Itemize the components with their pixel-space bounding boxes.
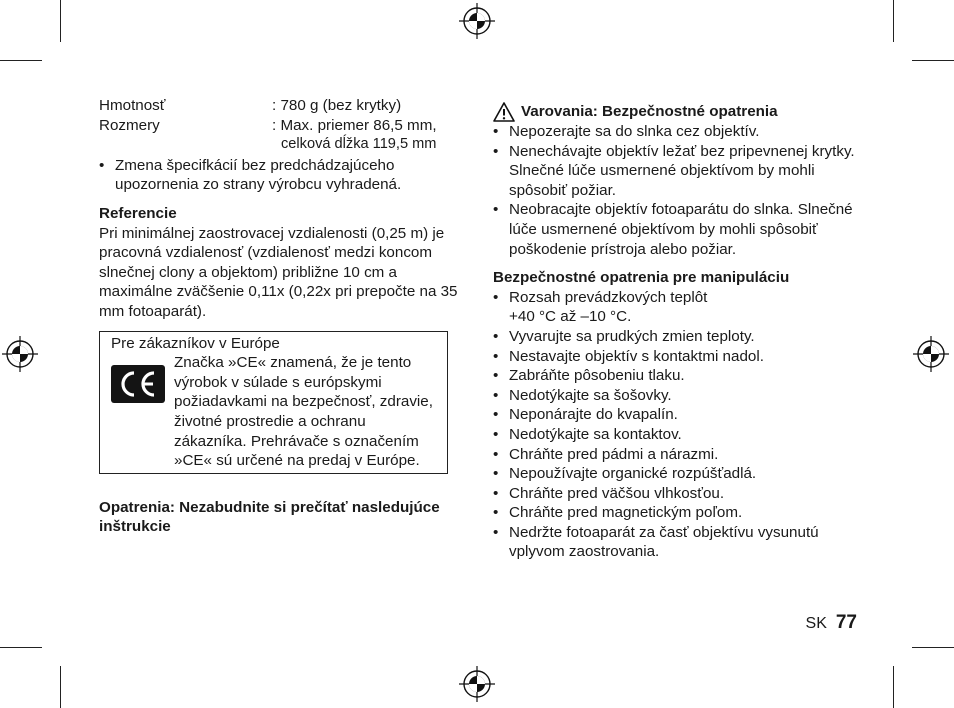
ce-mark-icon <box>111 365 165 403</box>
registration-mark-icon <box>459 3 495 39</box>
registration-mark-icon <box>2 336 38 372</box>
page-number-value: 77 <box>835 612 857 633</box>
left-column <box>99 96 464 537</box>
temperature-range: +40 °C až –10 °C. <box>509 308 632 326</box>
precautions-heading: Opatrenia: Nezabudnite si prečítať nasledujúce inštrukcie <box>99 498 440 536</box>
page-number <box>806 612 857 634</box>
references-title: Referencie <box>99 204 177 222</box>
spec-key: Hmotnosť <box>99 97 166 114</box>
list-item: • Neobracajte objektív fotoaparátu do slnka. Slnečné lúče usmernené objektívom by mohli spôsobiť poškodenie prístroja alebo požiar. <box>493 200 863 259</box>
list-item: • Zabráňte pôsobeniu tlaku. <box>493 366 863 386</box>
warnings-title-row <box>493 102 863 122</box>
list-item: • Nestavajte objektív s kontaktmi nadol. <box>493 347 863 367</box>
references-body: Pri minimálnej zaostrovacej vzdialenosti (0,25 m) je pracovná vzdialenosť (vzdialenosť medzi koncom slnečnej clony a objektom) približne 10 cm a maximálne zväčšenie 0,11x (0,22x pri prepočte na 35 mm fotoaparát). <box>99 224 458 320</box>
spec-row-dimensions <box>99 116 464 136</box>
registration-mark-icon <box>459 666 495 702</box>
handling-list <box>493 288 863 562</box>
spec-value-continued: celková dĺžka 119,5 mm <box>281 136 437 153</box>
spec-row-weight <box>99 96 464 116</box>
right-column <box>493 102 863 562</box>
list-item: • Chráňte pred väčšou vlhkosťou. <box>493 484 863 504</box>
ce-notice-heading: Pre zákazníkov v Európe <box>111 334 280 352</box>
crop-mark <box>893 0 894 42</box>
list-item: • Chráňte pred pádmi a nárazmi. <box>493 445 863 465</box>
crop-mark <box>0 60 42 61</box>
warnings-list <box>493 122 863 259</box>
list-item: • Nepozerajte sa do slnka cez objektív. <box>493 122 863 142</box>
ce-notice-box <box>99 331 448 474</box>
crop-mark <box>893 666 894 708</box>
crop-mark <box>60 666 61 708</box>
list-item: • Vyvarujte sa prudkých zmien teploty. <box>493 327 863 347</box>
spec-value: : 780 g (bez krytky) <box>272 97 402 114</box>
spec-note-list <box>99 156 464 195</box>
warning-triangle-icon <box>493 102 515 122</box>
language-code: SK <box>805 615 827 632</box>
ce-notice-text: Značka »CE« znamená, že je tento výrobok v súlade s európskymi požiadavkami na bezpečnosť, zdravie, životné prostredie a ochranu zákazníka. Prehrávače s označením »CE« sú určené na predaj v Európe. <box>174 354 433 470</box>
list-item: • Chráňte pred magnetickým poľom. <box>493 503 863 523</box>
ce-mark-glyph <box>117 369 159 399</box>
handling-title: Bezpečnostné opatrenia pre manipuláciu <box>493 269 790 287</box>
temperature-label: Rozsah prevádzkových teplôt <box>509 288 708 306</box>
list-item: • Nedržte fotoaparát za časť objektívu vysunutú vplyvom zaostrovania. <box>493 523 863 562</box>
spec-note: • Zmena špecifkácií bez predchádzajúceho upozornenia zo strany výrobcu vyhradená. <box>99 156 464 195</box>
crop-mark <box>912 60 954 61</box>
list-item: • Neponárajte do kvapalín. <box>493 405 863 425</box>
crop-mark <box>0 647 42 648</box>
registration-mark-icon <box>913 336 949 372</box>
crop-mark <box>60 0 61 42</box>
list-item: • Nenechávajte objektív ležať bez pripevnenej krytky. Slnečné lúče usmernené objektívom by mohli spôsobiť požiar. <box>493 142 863 201</box>
spec-value: : Max. priemer 86,5 mm, <box>272 116 437 134</box>
list-item: • Nepoužívajte organické rozpúšťadlá. <box>493 464 863 484</box>
list-item: • Nedotýkajte sa šošovky. <box>493 386 863 406</box>
crop-mark <box>912 647 954 648</box>
spec-key: Rozmery <box>99 116 160 134</box>
warnings-title: Varovania: Bezpečnostné opatrenia <box>521 103 778 121</box>
list-item <box>493 288 863 327</box>
list-item: • Nedotýkajte sa kontaktov. <box>493 425 863 445</box>
